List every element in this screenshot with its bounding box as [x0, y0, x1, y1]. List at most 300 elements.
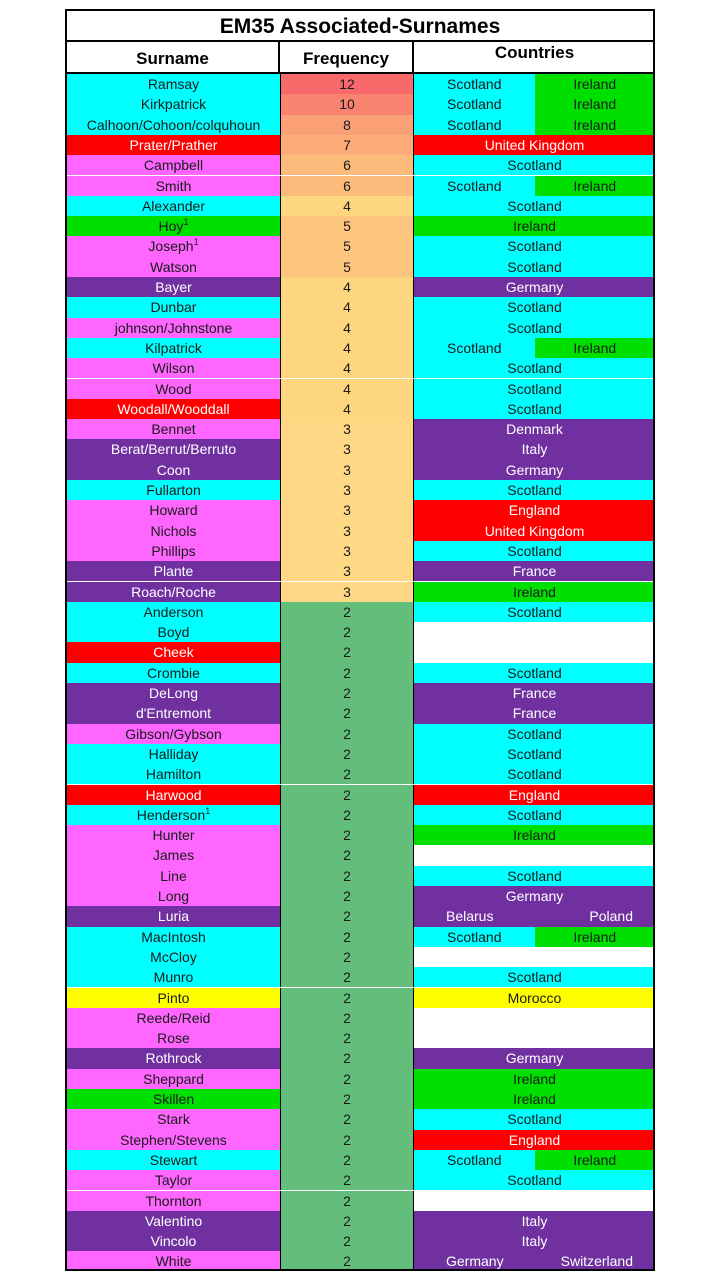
footnote-marker: 1 — [193, 237, 199, 248]
table-row — [67, 379, 653, 399]
countries-cell — [414, 642, 655, 662]
table-row — [67, 1130, 653, 1150]
surname-cell — [67, 439, 280, 459]
surname-text: Coon — [156, 461, 191, 478]
table-row — [67, 115, 653, 135]
frequency-cell: 8 — [280, 115, 414, 135]
surname-text: Woodall/Wooddall — [117, 400, 230, 417]
countries-cell — [414, 1089, 655, 1109]
surname-cell — [67, 642, 280, 662]
country-label: Scotland — [507, 1172, 562, 1189]
table-row — [67, 196, 653, 216]
frequency-cell: 2 — [280, 886, 414, 906]
surname-text: Bennet — [151, 421, 196, 438]
surname-cell — [67, 1069, 280, 1089]
table-row — [67, 1109, 653, 1129]
country-label: Italy — [521, 441, 548, 458]
countries-cell — [414, 1150, 655, 1170]
table-row — [67, 663, 653, 683]
countries-cell — [414, 561, 655, 581]
table-row — [67, 135, 653, 155]
frequency-cell: 4 — [280, 379, 414, 399]
countries-cell — [414, 764, 655, 784]
countries-cell — [414, 703, 655, 723]
country-label: Scotland — [414, 115, 535, 135]
countries-cell — [414, 460, 655, 480]
table-row — [67, 1028, 653, 1048]
countries-cell — [414, 1251, 655, 1271]
table-row — [67, 886, 653, 906]
table-row — [67, 622, 653, 642]
countries-cell — [414, 1109, 655, 1129]
countries-cell — [414, 1130, 655, 1150]
surname-cell — [67, 602, 280, 622]
surname-cell — [67, 805, 280, 825]
surname-cell — [67, 1109, 280, 1129]
frequency-cell: 2 — [280, 805, 414, 825]
frequency-cell: 6 — [280, 176, 414, 196]
frequency-cell: 2 — [280, 1048, 414, 1068]
table-row — [67, 439, 653, 459]
surname-text: Alexander — [141, 197, 206, 214]
frequency-cell: 2 — [280, 1191, 414, 1211]
surname-text: Dunbar — [150, 299, 197, 316]
surname-text: Prater/Prather — [129, 136, 218, 153]
surname-cell — [67, 825, 280, 845]
surname-text: Sheppard — [143, 1070, 204, 1087]
table-row — [67, 94, 653, 114]
country-label: England — [508, 786, 561, 803]
country-label: Ireland — [513, 218, 556, 235]
surname-text: Campbell — [143, 157, 204, 174]
country-label: Germany — [505, 1050, 564, 1067]
surname-text: Kilpatrick — [145, 339, 202, 356]
frequency-cell: 3 — [280, 561, 414, 581]
table-row — [67, 703, 653, 723]
frequency-cell: 2 — [280, 1109, 414, 1129]
countries-cell — [414, 1028, 655, 1048]
table-row — [67, 1211, 653, 1231]
frequency-cell: 2 — [280, 724, 414, 744]
country-label: Ireland — [535, 1150, 656, 1170]
frequency-cell: 3 — [280, 521, 414, 541]
frequency-cell: 2 — [280, 622, 414, 642]
surname-text: McCloy — [150, 948, 197, 965]
surname-cell — [67, 480, 280, 500]
frequency-cell: 4 — [280, 196, 414, 216]
surname-cell — [67, 460, 280, 480]
frequency-cell: 2 — [280, 602, 414, 622]
table-row — [67, 1150, 653, 1170]
country-label: Ireland — [535, 115, 656, 135]
surname-text: Harwood — [145, 786, 202, 803]
surname-cell — [67, 176, 280, 196]
surname-text: Line — [160, 867, 187, 884]
country-label: Poland — [535, 906, 656, 926]
surname-cell — [67, 216, 280, 236]
frequency-cell: 2 — [280, 1089, 414, 1109]
frequency-cell: 12 — [280, 74, 414, 94]
country-label: Scotland — [507, 806, 562, 823]
country-label: Scotland — [507, 299, 562, 316]
column-header-surname: Surname — [67, 42, 280, 72]
surname-table — [65, 9, 655, 1271]
surname-cell — [67, 500, 280, 520]
table-row — [67, 866, 653, 886]
surname-cell — [67, 358, 280, 378]
surname-text: Hoy — [158, 218, 184, 235]
frequency-cell: 3 — [280, 480, 414, 500]
table-row — [67, 1231, 653, 1251]
surname-text: Stephen/Stevens — [120, 1131, 227, 1148]
country-label: Scotland — [507, 258, 562, 275]
surname-text: Vincolo — [150, 1233, 197, 1250]
table-row — [67, 1008, 653, 1028]
footnote-marker: 1 — [183, 217, 189, 228]
frequency-cell: 2 — [280, 1211, 414, 1231]
surname-text: DeLong — [148, 685, 199, 701]
country-label: France — [512, 685, 557, 701]
surname-cell — [67, 1048, 280, 1068]
country-label: Scotland — [507, 745, 562, 762]
frequency-cell: 2 — [280, 1231, 414, 1251]
frequency-cell: 7 — [280, 135, 414, 155]
frequency-cell: 5 — [280, 216, 414, 236]
surname-cell — [67, 399, 280, 419]
countries-cell — [414, 74, 655, 94]
country-label: Ireland — [535, 176, 656, 196]
table-row — [67, 216, 653, 236]
countries-cell — [414, 176, 655, 196]
surname-cell — [67, 927, 280, 947]
countries-cell — [414, 967, 655, 987]
surname-cell — [67, 703, 280, 723]
surname-text: Rothrock — [145, 1050, 202, 1067]
table-row — [67, 967, 653, 987]
frequency-cell: 3 — [280, 460, 414, 480]
table-row — [67, 521, 653, 541]
country-label: Scotland — [507, 664, 562, 681]
surname-text: Crombie — [147, 664, 200, 681]
table-row — [67, 1251, 653, 1271]
surname-text: Long — [157, 888, 190, 904]
countries-cell — [414, 236, 655, 256]
country-label: Scotland — [507, 238, 562, 255]
frequency-cell: 4 — [280, 277, 414, 297]
surname-text: johnson/Johnstone — [114, 319, 233, 336]
countries-cell — [414, 358, 655, 378]
countries-cell — [414, 1170, 655, 1190]
surname-text: White — [155, 1253, 192, 1270]
surname-cell — [67, 561, 280, 581]
surname-cell — [67, 764, 280, 784]
frequency-cell: 10 — [280, 94, 414, 114]
surname-cell — [67, 196, 280, 216]
frequency-cell: 2 — [280, 1170, 414, 1190]
countries-cell — [414, 216, 655, 236]
surname-cell — [67, 1130, 280, 1150]
countries-cell — [414, 927, 655, 947]
surname-cell — [67, 744, 280, 764]
country-label: Switzerland — [535, 1251, 656, 1271]
frequency-cell: 3 — [280, 582, 414, 602]
surname-text: MacIntosh — [141, 928, 206, 945]
surname-text: Phillips — [151, 542, 196, 559]
surname-cell — [67, 155, 280, 175]
countries-cell — [414, 886, 655, 906]
table-row — [67, 1069, 653, 1089]
country-label: England — [508, 1131, 561, 1148]
column-header-countries: Countries — [494, 43, 575, 62]
surname-cell — [67, 1191, 280, 1211]
frequency-cell: 2 — [280, 1251, 414, 1271]
surname-text: Cheek — [153, 644, 194, 661]
frequency-cell: 4 — [280, 358, 414, 378]
surname-cell — [67, 257, 280, 277]
country-label: Scotland — [507, 766, 562, 783]
surname-cell — [67, 866, 280, 886]
countries-cell — [414, 988, 655, 1008]
surname-cell — [67, 967, 280, 987]
surname-cell — [67, 988, 280, 1008]
table-row — [67, 1048, 653, 1068]
surname-cell — [67, 1028, 280, 1048]
surname-cell — [67, 1008, 280, 1028]
surname-text: Munro — [153, 969, 194, 986]
table-row — [67, 602, 653, 622]
surname-text: Fullarton — [146, 482, 201, 498]
table-row — [67, 683, 653, 703]
country-label: Scotland — [507, 319, 562, 336]
countries-cell — [414, 521, 655, 541]
country-label: Scotland — [507, 380, 562, 397]
frequency-cell: 3 — [280, 541, 414, 561]
table-row — [67, 236, 653, 256]
table-row — [67, 927, 653, 947]
countries-cell — [414, 419, 655, 439]
country-label: Scotland — [507, 969, 562, 986]
countries-cell — [414, 318, 655, 338]
frequency-cell: 4 — [280, 338, 414, 358]
surname-cell — [67, 541, 280, 561]
surname-cell — [67, 785, 280, 805]
surname-text: James — [152, 847, 195, 864]
surname-cell — [67, 135, 280, 155]
table-row — [67, 988, 653, 1008]
table-row — [67, 642, 653, 662]
surname-cell — [67, 94, 280, 114]
countries-cell — [414, 277, 655, 297]
countries-cell — [414, 1048, 655, 1068]
column-header-frequency: Frequency — [280, 42, 414, 72]
countries-cell — [414, 399, 655, 419]
surname-text: Berat/Berrut/Berruto — [110, 441, 237, 458]
country-label: Scotland — [507, 1111, 562, 1128]
countries-cell — [414, 155, 655, 175]
countries-cell — [414, 683, 655, 703]
frequency-cell: 2 — [280, 744, 414, 764]
surname-text: Boyd — [157, 624, 190, 641]
countries-cell — [414, 135, 655, 155]
country-label: Germany — [505, 279, 564, 295]
surname-cell — [67, 1150, 280, 1170]
surname-cell — [67, 724, 280, 744]
surname-cell — [67, 277, 280, 297]
country-label: Italy — [521, 1212, 548, 1229]
surname-text: Bayer — [155, 279, 192, 295]
surname-text: Howard — [149, 502, 198, 519]
surname-text: Anderson — [143, 603, 204, 620]
frequency-cell: 2 — [280, 988, 414, 1008]
surname-cell — [67, 1170, 280, 1190]
country-label: Germany — [414, 1251, 535, 1271]
surname-text: Joseph — [148, 238, 194, 255]
frequency-cell: 2 — [280, 1069, 414, 1089]
surname-cell — [67, 886, 280, 906]
surname-cell — [67, 297, 280, 317]
country-label: Scotland — [507, 603, 562, 620]
table-row — [67, 399, 653, 419]
surname-cell — [67, 236, 280, 256]
surname-text: Hamilton — [145, 766, 202, 783]
surname-text: Nichols — [150, 522, 197, 539]
countries-cell — [414, 541, 655, 561]
countries-cell — [414, 602, 655, 622]
country-label: Germany — [505, 461, 564, 478]
surname-cell — [67, 1211, 280, 1231]
frequency-cell: 4 — [280, 399, 414, 419]
frequency-cell: 2 — [280, 906, 414, 926]
frequency-cell: 2 — [280, 642, 414, 662]
countries-cell — [414, 906, 655, 926]
country-label: Scotland — [414, 74, 535, 94]
country-label: Italy — [521, 1233, 548, 1250]
countries-cell — [414, 115, 655, 135]
country-label: Ireland — [535, 927, 656, 947]
surname-text: Roach/Roche — [131, 583, 216, 600]
table-row — [67, 1170, 653, 1190]
frequency-cell: 3 — [280, 439, 414, 459]
frequency-cell: 3 — [280, 419, 414, 439]
country-label: Scotland — [507, 400, 562, 417]
surname-cell — [67, 1089, 280, 1109]
table-row — [67, 155, 653, 175]
country-label: Scotland — [507, 482, 562, 498]
frequency-cell: 2 — [280, 703, 414, 723]
table-row — [67, 785, 653, 805]
table-row — [67, 500, 653, 520]
surname-cell — [67, 683, 280, 703]
frequency-cell: 2 — [280, 1028, 414, 1048]
surname-cell — [67, 379, 280, 399]
table-row — [67, 318, 653, 338]
frequency-cell: 2 — [280, 764, 414, 784]
surname-text: Smith — [155, 177, 192, 194]
country-label: Ireland — [535, 338, 656, 358]
country-label: Scotland — [507, 867, 562, 884]
country-label: United Kingdom — [484, 136, 585, 153]
surname-text: Watson — [150, 258, 197, 275]
table-row — [67, 947, 653, 967]
country-label: England — [508, 502, 561, 519]
surname-cell — [67, 1231, 280, 1251]
surname-text: Valentino — [144, 1212, 203, 1229]
country-label: Ireland — [513, 1091, 556, 1107]
countries-cell — [414, 1191, 655, 1211]
surname-cell — [67, 1251, 280, 1271]
countries-cell — [414, 379, 655, 399]
countries-cell — [414, 1069, 655, 1089]
surname-cell — [67, 74, 280, 94]
table-row — [67, 764, 653, 784]
table-row — [67, 419, 653, 439]
table-row — [67, 460, 653, 480]
frequency-cell: 2 — [280, 663, 414, 683]
surname-cell — [67, 521, 280, 541]
surname-text: Plante — [153, 563, 194, 580]
surname-text: Reede/Reid — [136, 1009, 211, 1026]
table-header — [67, 42, 653, 74]
table-row — [67, 257, 653, 277]
country-label: Belarus — [414, 906, 535, 926]
country-label: Scotland — [507, 197, 562, 214]
frequency-cell: 5 — [280, 236, 414, 256]
frequency-cell: 5 — [280, 257, 414, 277]
countries-cell — [414, 805, 655, 825]
surname-cell — [67, 663, 280, 683]
countries-cell — [414, 663, 655, 683]
table-row — [67, 906, 653, 926]
countries-cell — [414, 196, 655, 216]
surname-cell — [67, 845, 280, 865]
surname-text: d'Entremont — [135, 705, 212, 722]
frequency-cell: 2 — [280, 1008, 414, 1028]
country-label: Ireland — [535, 74, 656, 94]
table-row — [67, 297, 653, 317]
table-title: EM35 Associated-Surnames — [67, 11, 653, 42]
country-label: Germany — [505, 888, 564, 904]
country-label: Scotland — [414, 927, 535, 947]
table-row — [67, 561, 653, 581]
country-label: France — [512, 563, 557, 580]
surname-cell — [67, 338, 280, 358]
frequency-cell: 2 — [280, 845, 414, 865]
table-row — [67, 1191, 653, 1211]
country-label: Ireland — [513, 583, 556, 600]
countries-cell — [414, 94, 655, 114]
frequency-cell: 2 — [280, 967, 414, 987]
frequency-cell: 2 — [280, 785, 414, 805]
frequency-cell: 2 — [280, 825, 414, 845]
surname-text: Halliday — [148, 745, 199, 762]
table-row — [67, 176, 653, 196]
table-row — [67, 744, 653, 764]
countries-cell — [414, 582, 655, 602]
country-label: Scotland — [507, 542, 562, 559]
frequency-cell: 4 — [280, 318, 414, 338]
countries-cell — [414, 439, 655, 459]
countries-cell — [414, 825, 655, 845]
surname-cell — [67, 582, 280, 602]
surname-cell — [67, 318, 280, 338]
country-label: United Kingdom — [484, 522, 585, 539]
surname-cell — [67, 115, 280, 135]
frequency-cell: 2 — [280, 1130, 414, 1150]
surname-cell — [67, 947, 280, 967]
table-row — [67, 582, 653, 602]
surname-text: Henderson — [136, 806, 206, 823]
table-row — [67, 825, 653, 845]
